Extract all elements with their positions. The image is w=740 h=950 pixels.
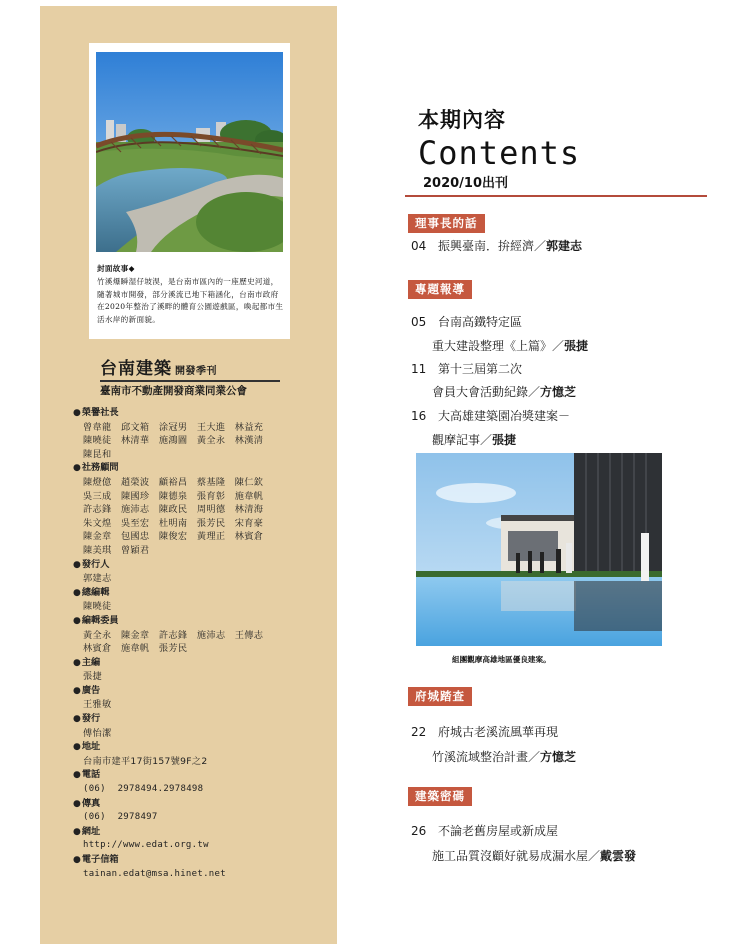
masthead-names: 陳金章 包國忠 陳俊宏 黃理正 林賓倉 [83,531,264,543]
masthead-role: ● 社務顧問 [73,461,323,476]
masthead-names: 陳曉徒 林清華 施鴻圖 黃全永 林漢清 [83,435,264,447]
toc-title: 第十三屆第二次 [438,362,523,376]
toc-title: 竹溪流域整治計畫／ [432,750,541,764]
masthead-names: http://www.edat.org.tw [83,840,209,851]
rooftop-pool-photo [416,453,662,646]
section-label-heritage: 府城踏查 [408,687,472,706]
contents-title-en: Contents [418,134,581,172]
toc-page-number: 22 [411,725,427,739]
publication-title-block [100,354,290,398]
masthead-role: ● 網址 [73,825,323,840]
publication-title-main: 台南建築 [100,359,172,379]
publication-subtitle: 開發季刊 [175,366,217,377]
toc-title: 大高雄建築園冶獎建案－ [438,409,571,423]
toc-page-number: 05 [411,315,427,329]
toc-title: 施工品質沒顧好就易成漏水屋／ [432,849,601,863]
toc-page-number: 04 [411,239,427,253]
contents-header [418,104,580,191]
toc-title: 府城古老溪流風華再現 [438,725,559,739]
masthead-role: ● 電話 [73,768,323,783]
masthead-list [73,406,323,881]
masthead-names: tainan.edat@msa.hinet.net [83,868,226,879]
masthead-role: ● 地址 [73,740,323,755]
toc-title: 振興臺南．拚經濟／ [438,239,547,253]
section-label-architecture: 建築密碼 [408,787,472,806]
masthead-role: ● 廣告 [73,684,323,699]
toc-author: 戴雲發 [600,849,637,863]
publication-title [100,354,290,379]
toc-entry [411,822,558,839]
masthead-names: 林賓倉 施韋帆 張芳民 [83,643,188,655]
masthead-names: 陳美琪 曾穎君 [83,544,150,556]
toc-author: 張捷 [492,433,517,447]
toc-page-number: 11 [411,362,427,376]
toc-entry [411,723,558,740]
masthead-names: 陳昆和 [83,448,112,460]
masthead-names: (06) 2978497 [83,812,158,823]
section-label-feature: 專題報導 [408,280,472,299]
publication-org: 臺南市不動產開發商業同業公會 [100,385,247,397]
toc-title: 會員大會活動紀錄／ [432,385,541,399]
toc-page-number: 26 [411,824,427,838]
toc-page-number: 16 [411,409,427,423]
toc-author: 張捷 [564,339,589,353]
masthead-role: ● 發行 [73,712,323,727]
masthead-role: ● 榮譽社長 [73,406,323,421]
masthead-names: 許志鋒 施沛志 陳政民 周明德 林清海 [83,504,264,516]
toc-entry [432,847,636,864]
masthead-names: 郭建志 [83,573,112,585]
toc-entry [432,431,516,448]
masthead-role: ● 傳真 [73,797,323,812]
masthead-names: 陳曉徒 [83,601,112,613]
toc-entry [432,748,576,765]
cover-photo [96,52,283,252]
toc-title: 台南高鐵特定區 [438,315,523,329]
masthead-names: 台南市建平17街157號9F之2 [83,755,208,767]
masthead-names: 吳三成 陳國珍 陳德泉 張育彰 施韋帆 [83,490,264,502]
toc-author: 郭建志 [546,239,583,253]
masthead-names: 陳燈億 趙榮波 顧裕昌 蔡基隆 陳仁欽 [83,476,264,488]
masthead-role: ● 電子信箱 [73,853,323,868]
cover-story-label: 封面故事◆ [97,264,135,273]
toc-title: 重大建設整理《上篇》／ [432,339,565,353]
masthead-role: ● 總編輯 [73,586,323,601]
toc-entry [411,313,522,330]
masthead-names: 曾韋龍 邱文箱 涂冠男 王大進 林益充 [83,421,264,433]
publication-underline [100,380,280,382]
toc-entry [432,337,588,354]
section-label-chairman: 理事長的話 [408,214,485,233]
toc-title: 不論老舊房屋或新成屋 [438,824,559,838]
toc-entry [411,237,582,254]
contents-title-zh: 本期內容 [418,108,506,132]
toc-author: 方憶芝 [540,750,577,764]
masthead-names: 黃全永 陳金章 許志鋒 施沛志 王傳志 [83,629,264,641]
masthead-names: 王雅敏 [83,699,112,711]
cover-story-text: 竹溪爆瞬湿仔坡淏，是台南市區內的一座歷史河道，隨著城市開發，部分溪流已地下箱涵化，台南市政府在2020年整治了溪畔的體育公園遊戲區，喚起都市生活水岸的新面貌。 [97,276,284,325]
masthead-names: 傅怡潔 [83,727,112,739]
toc-entry [411,407,570,424]
masthead-names: (06) 2978494.2978498 [83,784,204,795]
toc-author: 方憶芝 [540,385,577,399]
masthead-role: ● 編輯委員 [73,614,323,629]
masthead-names: 朱文煌 吳至宏 杜明南 張芳民 宋育豪 [83,517,264,529]
masthead-role: ● 主編 [73,656,323,671]
toc-entry [411,360,522,377]
toc-title: 觀摩記事／ [432,433,493,447]
issue-date: 2020/10出刊 [423,176,509,191]
toc-entry [432,383,576,400]
header-divider [405,195,707,197]
cover-story [97,263,285,327]
masthead-names: 張捷 [83,671,102,683]
photo-caption: 組團觀摩高雄地區優良建案。 [452,655,551,664]
masthead-role: ● 發行人 [73,558,323,573]
